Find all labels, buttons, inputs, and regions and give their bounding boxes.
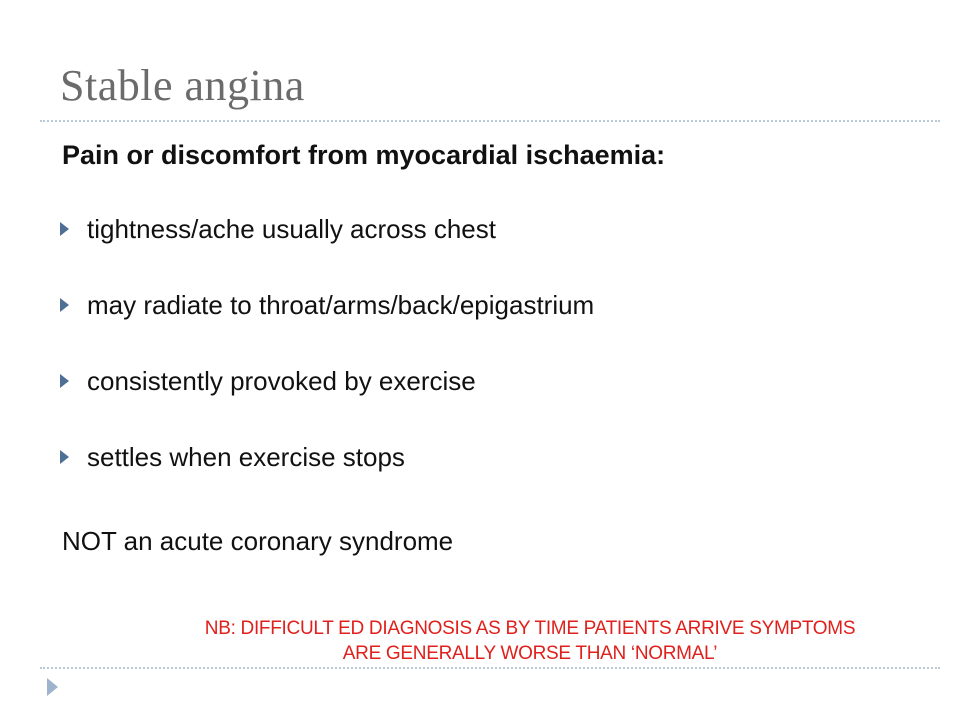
- triangle-bullet-icon: [60, 374, 69, 388]
- bullet-text: consistently provoked by exercise: [87, 365, 476, 396]
- triangle-bullet-icon: [60, 298, 69, 312]
- footer-divider: [40, 667, 940, 669]
- nb-warning: [100, 616, 960, 666]
- bullet-item: [56, 435, 594, 479]
- bullet-item: [56, 359, 594, 403]
- nb-line: NB: DIFFICULT ED DIAGNOSIS AS BY TIME PATIENTS ARRIVE SYMPTOMS: [204, 618, 856, 639]
- nb-line: ARE GENERALLY WORSE THAN ‘NORMAL’: [342, 643, 718, 664]
- triangle-corner-icon: [47, 678, 58, 696]
- triangle-bullet-icon: [60, 222, 69, 236]
- bullet-item: [56, 207, 594, 251]
- bullet-item: [56, 283, 594, 327]
- bullet-text: tightness/ache usually across chest: [87, 213, 496, 244]
- triangle-bullet-icon: [60, 450, 69, 464]
- title-divider: [40, 120, 940, 122]
- slide-note: NOT an acute coronary syndrome: [62, 526, 454, 556]
- slide-heading: Pain or discomfort from myocardial ischaemia:: [62, 140, 666, 170]
- bullet-text: settles when exercise stops: [87, 441, 405, 472]
- bullet-list: [56, 207, 594, 511]
- slide-title: Stable angina: [60, 61, 305, 110]
- bullet-text: may radiate to throat/arms/back/epigastrium: [87, 289, 595, 320]
